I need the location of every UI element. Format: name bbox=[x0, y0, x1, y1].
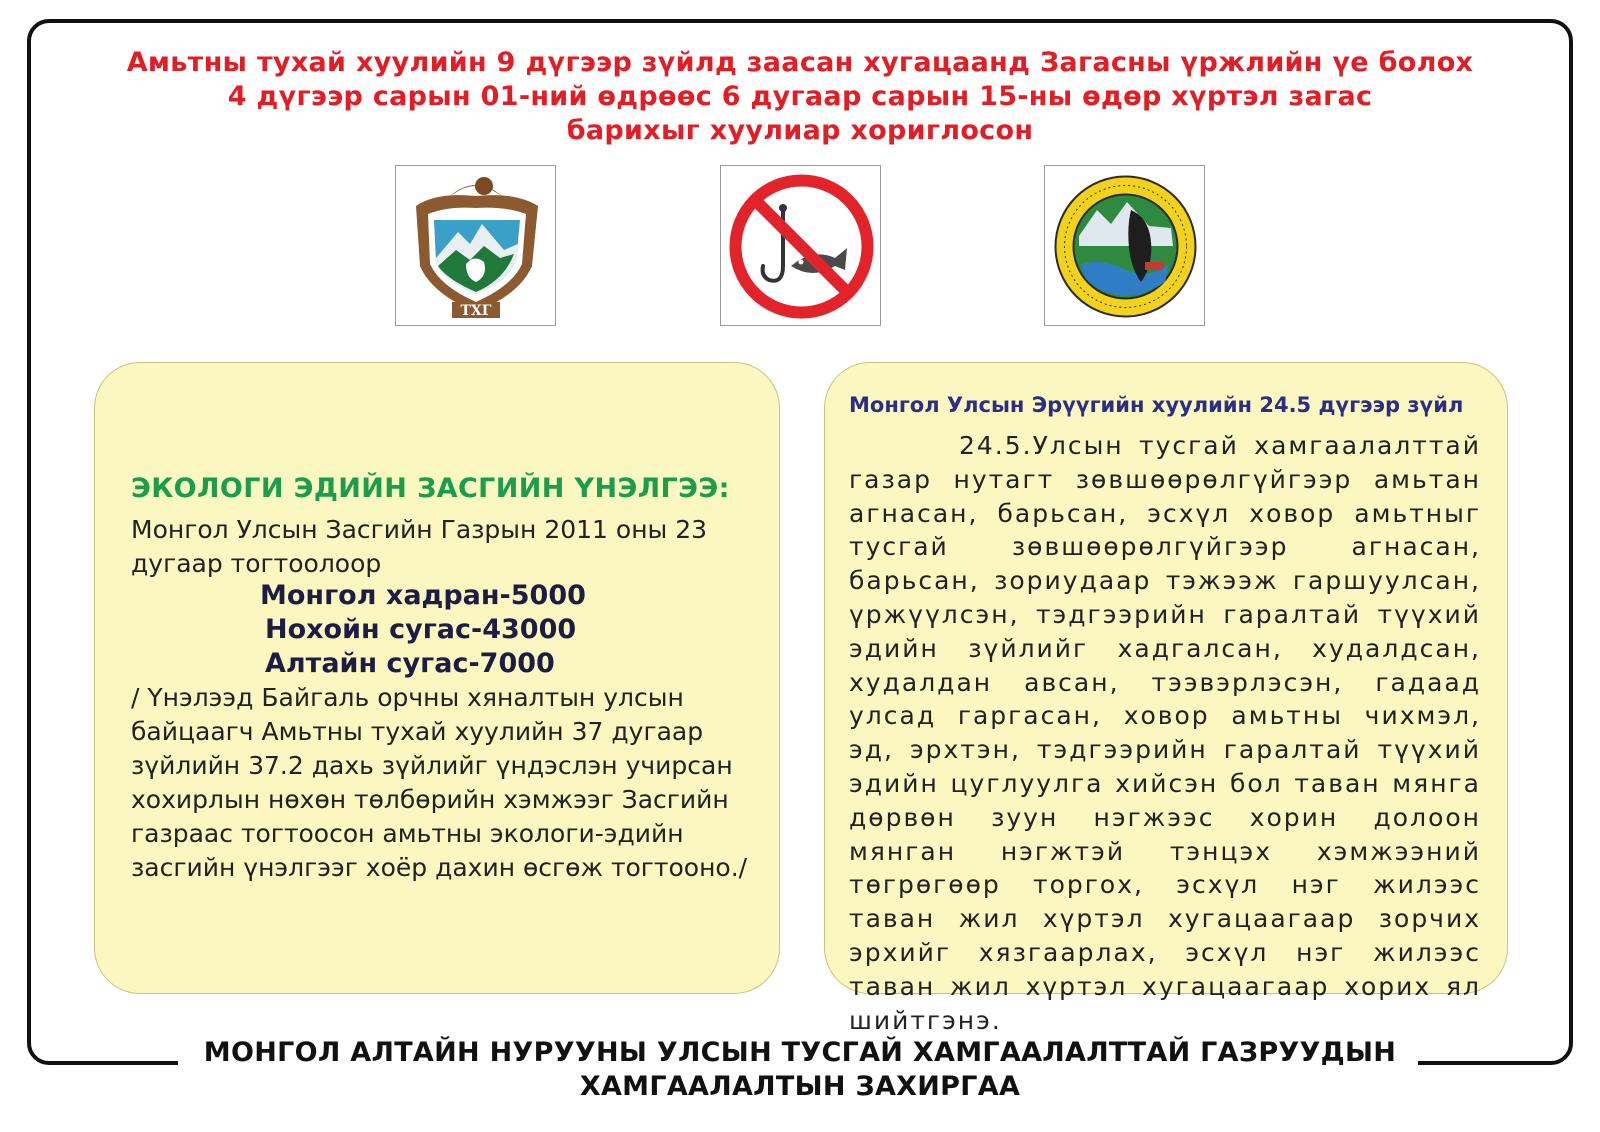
footer-line-1: МОНГОЛ АЛТАЙН НУРУУНЫ УЛСЫН ТУСГАЙ ХАМГААЛАЛТТАЙ ГАЗРУУДЫН bbox=[203, 1037, 1397, 1068]
eco-valuation-intro: Монгол Улсын Засгийн Газрын 2011 оны 23 дугаар тогтоолоор bbox=[131, 515, 708, 578]
logo-no-fishing bbox=[720, 165, 881, 326]
criminal-law-text: 24.5.Улсын тусгай хамгаалалттай газар нутагт зөвшөөрөлгүйгээр амьтан агнасан, барьсан, эсхүл ховор амьтныг тусгай зөвшөөрөлгүйгээр агнасан, барьсан, зориудаар тэжээж гаршуулсан, үржүүлсэн, тэдгээрийн гаралтай түүхий эдийн зүйлийг хадгалсан, худалдсан, худалдан авсан, тээвэрлэсэн, гадаад улсад гаргасан, ховор амьтны чихмэл, эд, эрхтэн, тэдгээрийн гаралтай түүхий эдийн цуглуулга хийсэн бол таван мянга дөрвөн зуун нэгжээс хорин долоон мянган нэгжтэй тэнцэх хэмжээний төгрөгөөр торгох, эсхүл нэг жилээс таван жил хүртэл хугацаагаар зорчих эрхийг хязгаарлах, эсхүл нэг жилээс таван жил хүртэл хугацаагаар хорих ял шийтгэнэ. bbox=[849, 431, 1481, 1035]
protected-areas-emblem-icon bbox=[396, 166, 557, 327]
eco-valuation-heading: ЭКОЛОГИ ЭДИЙН ЗАСГИЙН ҮНЭЛГЭЭ: bbox=[131, 473, 730, 504]
eco-valuation-list bbox=[95, 579, 781, 681]
eco-valuation-note: / Үнэлээд Байгаль орчны хяналтын улсын байцаагч Амьтны тухай хуулийн 37 дугаар зүйлийн 37.2 дахь зүйлийг үндэслэн учирсан хохирлын нөхөн төлбөрийн хэмжээг Засгийн газраас тогтоосон амьтны экологи-эдийн засгийн үнэлгээг хоёр дахин өсгөж тогтооно./ bbox=[131, 683, 748, 882]
headline-line-3: барихыг хуулиар хориглосон bbox=[566, 115, 1034, 146]
eco-value-item: Алтайн сугас-7000 bbox=[265, 648, 555, 679]
eco-valuation-card bbox=[94, 362, 780, 994]
logo-mongol-altai-seal bbox=[1044, 165, 1205, 326]
criminal-law-heading: Монгол Улсын Эрүүгийн хуулийн 24.5 дүгээр зүйл bbox=[849, 393, 1464, 417]
eco-value-item: Нохойн сугас-43000 bbox=[265, 614, 577, 645]
emblem-text: ТХГ bbox=[460, 303, 492, 319]
headline-line-2: 4 дүгээр сарын 01-ний өдрөөс 6 дугаар сарын 15-ны өдөр хүртэл загас bbox=[227, 81, 1373, 112]
footer-line-2: ХАМГААЛАЛТЫН ЗАХИРГАА bbox=[579, 1071, 1021, 1102]
criminal-law-card bbox=[824, 362, 1508, 1035]
no-fishing-sign-icon bbox=[721, 166, 882, 327]
mongol-altai-protected-area-seal-icon bbox=[1045, 166, 1206, 327]
footer-organization-name bbox=[0, 1036, 1600, 1104]
headline-line-1: Амьтны тухай хуулийн 9 дүгээр зүйлд заасан хугацаанд Загасны үржлийн үе болох bbox=[126, 47, 1474, 78]
prohibition-headline bbox=[60, 46, 1540, 148]
logo-protected-areas bbox=[395, 165, 556, 326]
eco-value-item: Монгол хадран-5000 bbox=[260, 580, 586, 611]
